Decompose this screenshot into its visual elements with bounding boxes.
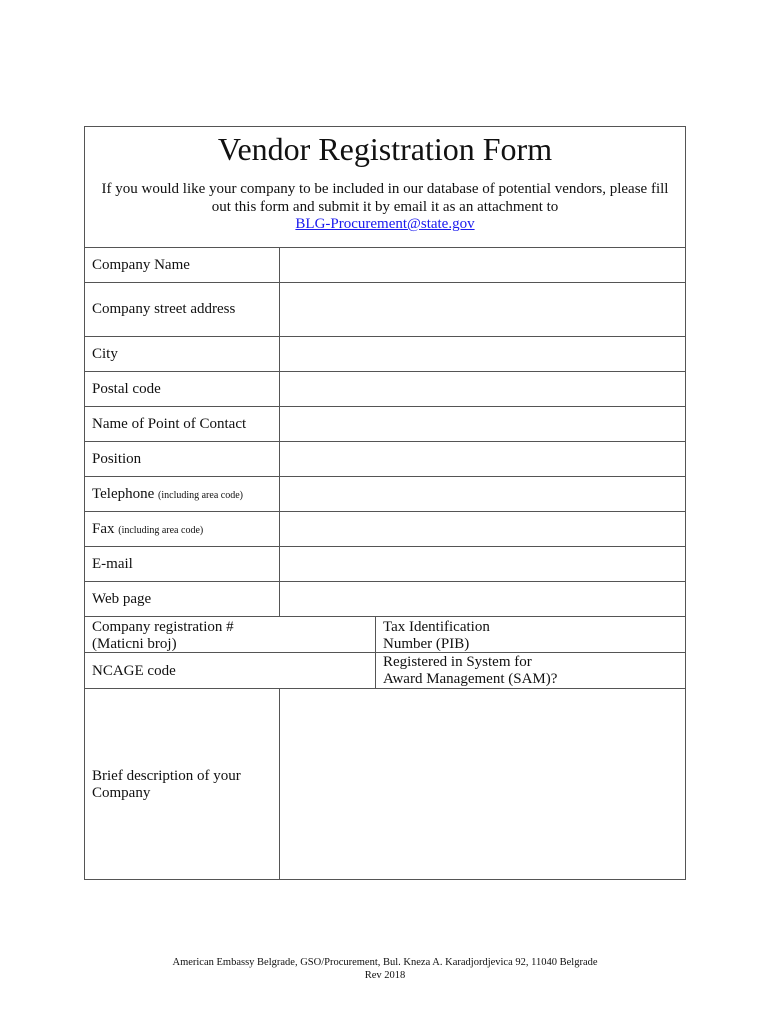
description-label xyxy=(92,768,241,802)
fax-label xyxy=(92,521,203,539)
column-divider xyxy=(375,653,376,688)
telephone-note: (including area code) xyxy=(158,490,243,501)
ncage-field[interactable] xyxy=(280,653,374,688)
procurement-email-link[interactable]: BLG-Procurement@state.gov xyxy=(295,216,475,232)
row-fax xyxy=(85,512,685,547)
tax-id-label-line-1: Tax Identification xyxy=(383,619,490,635)
footer-revision: Rev 2018 xyxy=(364,969,406,981)
street-address-label: Company street address xyxy=(92,301,236,317)
contact-name-field[interactable] xyxy=(280,407,685,441)
row-telephone xyxy=(85,477,685,512)
page-footer xyxy=(0,957,770,982)
description-label-line-1: Brief description of your xyxy=(92,768,241,784)
tax-id-label-line-2: Number (PIB) xyxy=(383,636,470,652)
row-description xyxy=(85,689,685,879)
fax-field[interactable] xyxy=(280,512,685,546)
footer-address: American Embassy Belgrade, GSO/Procurement, Bul. Kneza A. Karadjordjevica 92, 11040 Belgrade xyxy=(172,957,598,968)
row-web-page xyxy=(85,582,685,617)
telephone-field[interactable] xyxy=(280,477,685,511)
company-name-label: Company Name xyxy=(92,257,190,273)
row-ncage-sam xyxy=(85,653,685,689)
position-field[interactable] xyxy=(280,442,685,476)
fax-note: (including area code) xyxy=(118,525,204,536)
sam-label xyxy=(383,654,557,688)
column-divider xyxy=(375,617,376,652)
telephone-label xyxy=(92,486,243,504)
ncage-label: NCAGE code xyxy=(92,663,176,679)
row-street-address xyxy=(85,283,685,337)
city-label: City xyxy=(92,346,118,362)
row-position xyxy=(85,442,685,477)
intro-line-2: out this form and submit it by email it as an attachment to xyxy=(211,198,559,215)
contact-name-label: Name of Point of Contact xyxy=(92,416,247,432)
postal-code-field[interactable] xyxy=(280,372,685,406)
city-field[interactable] xyxy=(280,337,685,371)
sam-label-line-1: Registered in System for xyxy=(383,654,532,670)
row-contact-name xyxy=(85,407,685,442)
email-label: E-mail xyxy=(92,556,133,572)
row-email xyxy=(85,547,685,582)
form-title: Vendor Registration Form xyxy=(217,131,553,167)
company-name-field[interactable] xyxy=(280,248,685,282)
email-field[interactable] xyxy=(280,547,685,581)
form-intro xyxy=(91,181,679,234)
web-page-label: Web page xyxy=(92,591,152,607)
registration-number-field[interactable] xyxy=(280,617,374,652)
tax-id-label xyxy=(383,619,490,653)
postal-code-label: Postal code xyxy=(92,381,161,397)
description-field[interactable] xyxy=(280,689,685,879)
registration-label xyxy=(92,619,234,653)
registration-label-line-2: (Maticni broj) xyxy=(92,636,177,652)
row-registration-tax xyxy=(85,617,685,653)
intro-line-1: If you would like your company to be included in our database of potential vendors, please fill xyxy=(101,181,669,197)
fax-label-text: Fax xyxy=(92,521,115,537)
row-postal-code xyxy=(85,372,685,407)
street-address-field[interactable] xyxy=(280,283,685,336)
position-label: Position xyxy=(92,451,142,467)
registration-label-line-1: Company registration # xyxy=(92,619,234,635)
form-header xyxy=(85,127,685,248)
vendor-registration-form xyxy=(84,126,686,880)
telephone-label-text: Telephone xyxy=(92,486,155,502)
row-city xyxy=(85,337,685,372)
sam-label-line-2: Award Management (SAM)? xyxy=(383,671,558,687)
tax-id-field[interactable] xyxy=(525,617,685,652)
sam-field[interactable] xyxy=(555,653,685,688)
row-company-name xyxy=(85,248,685,283)
description-label-line-2: Company xyxy=(92,785,151,801)
web-page-field[interactable] xyxy=(280,582,685,616)
